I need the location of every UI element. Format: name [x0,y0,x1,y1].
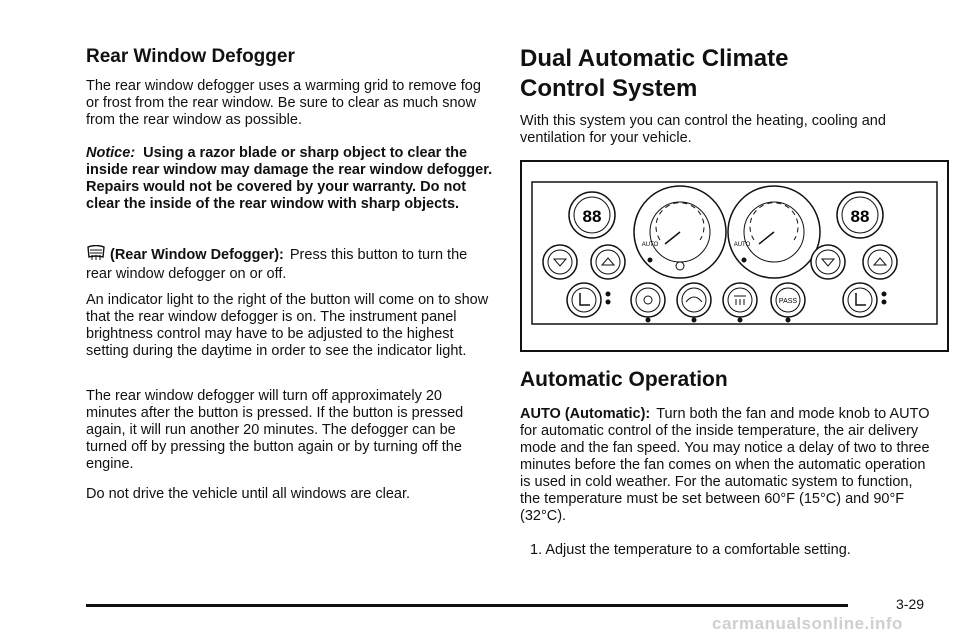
defogger-button-text: Press this button to turn the rear window defogger on or off. [86,247,468,282]
climate-panel-illustration [520,160,950,352]
auto-paragraph [520,406,930,525]
auto-text: Turn both the fan and mode knob to AUTO for automatic control of the inside temperature, the air delivery mode and the fan speed. You may notice a delay of two to three minutes before the fan comes on when the automatic operation is used in cold weather. For the automatic system to function, the temperature must be set between 60°F (15°C) and 90°F (32°C). [520,406,930,524]
dual-climate-heading-line2: Control System [520,75,698,102]
fan-knob[interactable] [634,186,726,278]
auto-term: AUTO (Automatic): [520,406,651,422]
footer-rule [86,604,848,607]
right-temperature-display [837,192,883,238]
svg-text:AUTO: AUTO [641,242,659,248]
notice-text: Using a razor blade or sharp object to clear the inside rear window may damage the rear window defogger. Repairs would not be covered by your warranty. Do not clear the inside of the rear window with sharp objects. [86,145,493,212]
svg-text:AUTO: AUTO [733,242,751,248]
dual-climate-heading-line1: Dual Automatic Climate [520,45,789,72]
page-number: 3-29 [896,596,925,612]
mode-knob[interactable] [728,186,820,278]
defogger-button-paragraph [86,245,496,284]
climate-control-panel-figure [520,160,950,352]
notice-label: Notice: [86,145,136,161]
svg-text:PASS: PASS [778,298,798,305]
left-temp-up-button[interactable] [591,245,625,279]
defogger-timer-paragraph: The rear window defogger will turn off approximately 20 minutes after the button is pressed. If the button is pressed again, it will run another 20 minutes. The defogger can be turned off by pressing the button again or by turning off the engine. [86,388,464,472]
defogger-intro-paragraph: The rear window defogger uses a warming grid to remove fog or frost from the rear window. Be sure to clear as much snow from the rear window as possible. [86,78,481,128]
climate-intro-paragraph: With this system you can control the heating, cooling and ventilation for your vehicle. [520,113,886,146]
notice-paragraph [86,145,496,213]
right-temp-down-button[interactable] [811,245,845,279]
left-temp-down-button[interactable] [543,245,577,279]
step-1: 1. Adjust the temperature to a comfortable setting. [530,542,851,558]
defogger-button-term: (Rear Window Defogger): [110,247,284,263]
right-temp-up-button[interactable] [863,245,897,279]
rear-window-defogger-heading: Rear Window Defogger [86,46,295,67]
left-temperature-display [569,192,615,238]
svg-text:88: 88 [850,207,870,226]
windows-clear-paragraph: Do not drive the vehicle until all windows are clear. [86,486,410,502]
rear-defogger-icon [86,245,106,261]
indicator-light-paragraph: An indicator light to the right of the button will come on to show that the rear window defogger is on. The instrument panel brightness control may have to be adjusted to the highest setting during the daytime in order to see the indicator light. [86,292,489,359]
watermark: carmanualsonline.info [712,614,903,633]
automatic-operation-heading: Automatic Operation [520,368,728,391]
svg-text:88: 88 [582,207,602,226]
